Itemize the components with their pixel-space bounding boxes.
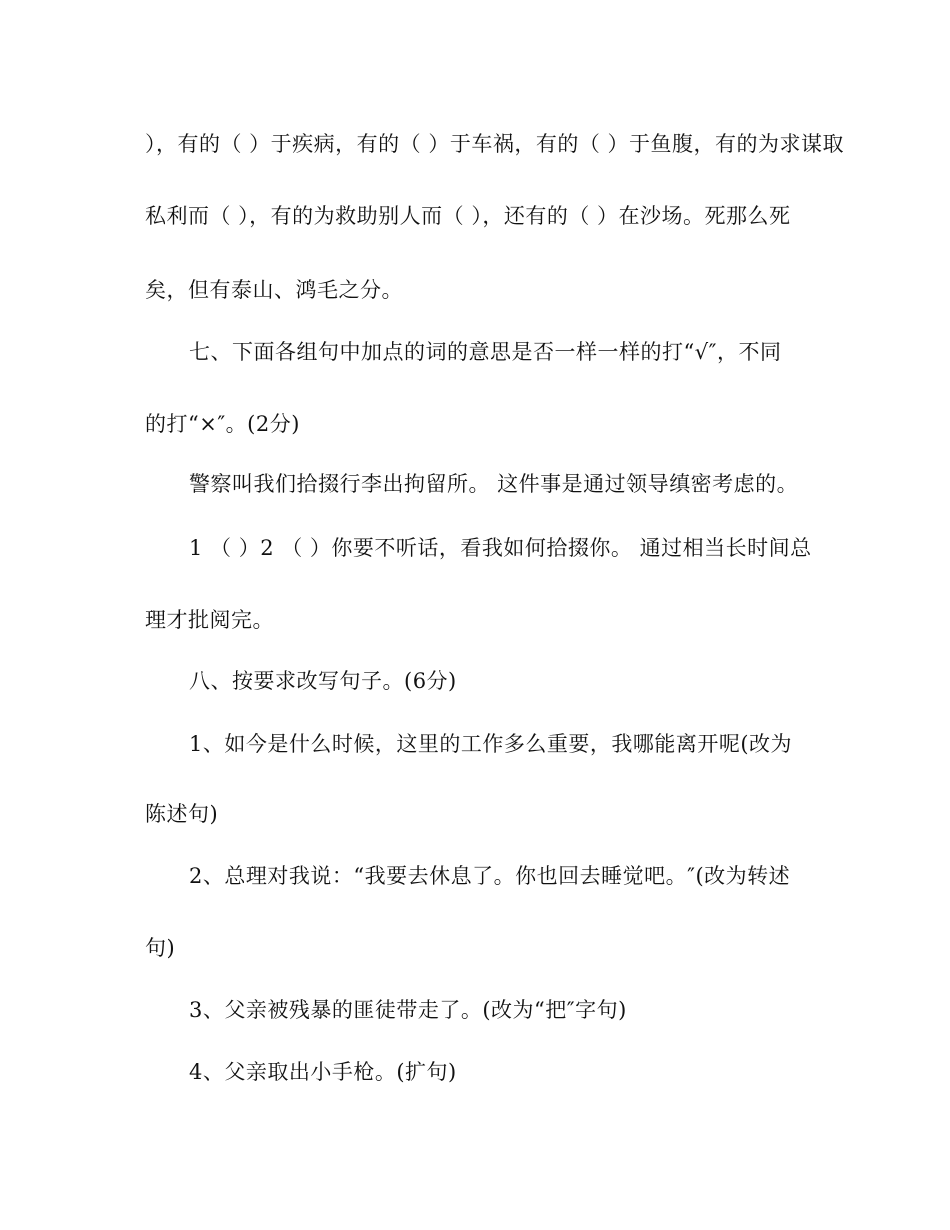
question-2: 2、总理对我说：“我要去休息了。你也回去睡觉吧。″(改为转述 [189,864,791,888]
text-line-5: 的打“×″。(2分) [145,412,300,436]
question-2-cont: 句) [145,936,176,960]
section-8-heading: 八、按要求改写句子。(6分) [189,669,457,693]
question-4: 4、父亲取出小手枪。(扩句) [189,1060,457,1084]
text-line-7: 1 （ ）2 （ ）你要不听话，看我如何拾掇你。 通过相当长时间总 [189,536,812,560]
text-line-6: 警察叫我们拾掇行李出拘留所。 这件事是通过领导缜密考虑的。 [189,472,799,496]
text-line-1: ），有的（ ）于疾病，有的（ ）于车祸，有的（ ）于鱼腹，有的为求谋取 [145,132,845,156]
section-7-heading: 七、下面各组句中加点的词的意思是否一样一样的打“√″，不同 [189,340,782,364]
question-1: 1、如今是什么时候，这里的工作多么重要，我哪能离开呢(改为 [189,732,793,756]
text-line-2: 私利而（ ），有的为救助别人而（ ），还有的（ ）在沙场。死那么死 [145,204,791,228]
text-line-8: 理才批阅完。 [145,608,274,632]
text-line-3: 矣，但有泰山、鸿毛之分。 [145,278,403,302]
question-1-cont: 陈述句) [145,802,219,826]
question-3: 3、父亲被残暴的匪徒带走了。(改为“把″字句) [189,998,627,1022]
